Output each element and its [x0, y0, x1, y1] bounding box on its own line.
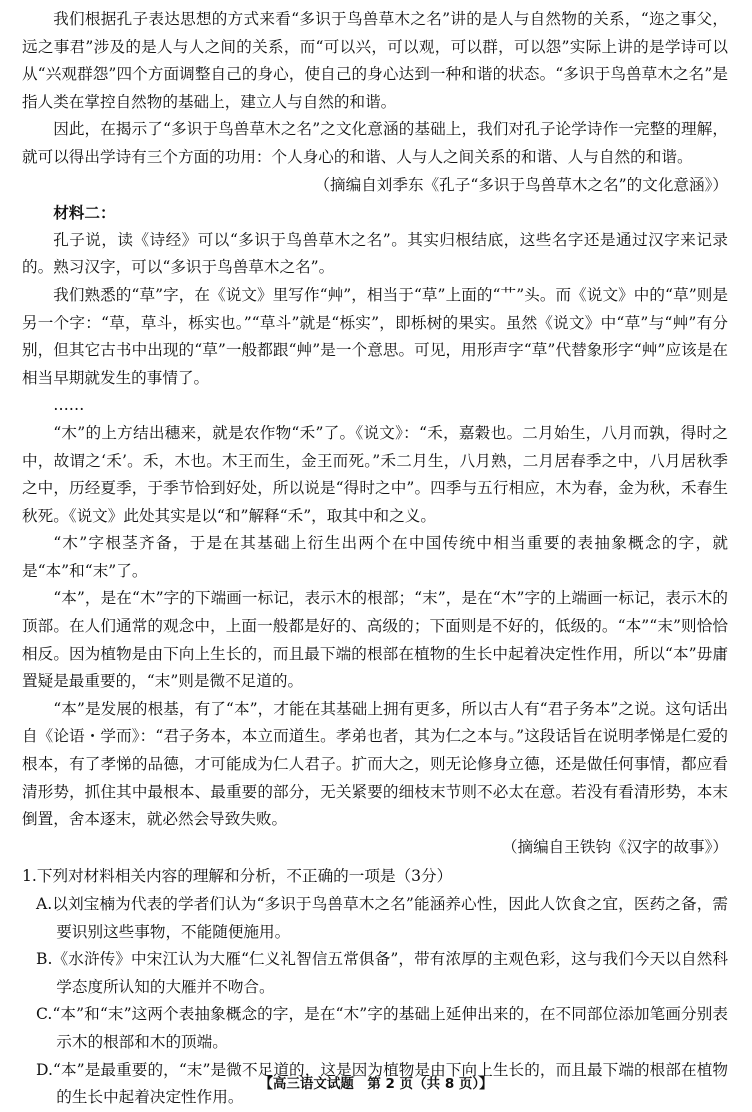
option-a: A.以刘宝楠为代表的学者们认为“多识于鸟兽草木之名”能涵养心性，因此人饮食之宜，医药之备，需要识别这些事物，不能随便施用。	[36, 895, 728, 941]
paragraph: 孔子说，读《诗经》可以“多识于鸟兽草木之名”。其实归根结底，这些名字还是通过汉字来记录的。熟习汉字，可以“多识于鸟兽草木之名”。	[22, 230, 728, 277]
option-d: D.“本”是最重要的，“末”是微不足道的，这是因为植物是由下向上生长的，而且最下端的根部在植物的生长中起着决定性作用。	[36, 1060, 728, 1107]
ellipsis-line: ……	[53, 396, 85, 415]
paragraph: 我们根据孔子表达思想的方式来看“多识于鸟兽草木之名”讲的是人与自然物的关系，“迩之事父，远之事君”涉及的是人与人之间的关系，而“可以兴，可以观，可以群，可以怨”实际上讲的是学诗可以从“兴观群怨”四个方面调整自己的身心，使自己的身心达到一种和谐的状态。“多识于鸟兽草木之名”是指人类在掌控自然物的基础上，建立人与自然的和谐。	[22, 10, 728, 111]
source-citation: （摘编自刘季东《孔子“多识于鸟兽草木之名”的文化意涵》）	[314, 175, 728, 194]
option-b: B.《水浒传》中宋江认为大雁“仁义礼智信五常俱备”，带有浓厚的主观色彩，这与我们今天以自然科学态度所认知的大雁并不吻合。	[36, 950, 728, 996]
paragraph: “木”的上方结出穗来，就是农作物“禾”了。《说文》：“禾，嘉穀也。二月始生，八月而孰，得时之中，故谓之‘禾’。禾，木也。木王而生，金王而死。”禾二月生，八月熟，二月居春季之中，八月居秋季之中，历经夏季，于季节恰到好处，所以说是“得时之中”。四季与五行相应，木为春，金为秋，禾春生秋死。《说文》此处其实是以“和”解释“禾”，取其中和之义。	[22, 423, 728, 525]
paragraph: 因此，在揭示了“多识于鸟兽草木之名”之文化意涵的基础上，我们对孔子论学诗作一完整的理解，就可以得出学诗有三个方面的功用：个人身心的和谐、人与人之间关系的和谐、人与自然的和谐。	[22, 120, 728, 166]
paragraph: “本”，是在“木”字的下端画一标记，表示木的根部；“末”，是在“木”字的上端画一标记，表示木的顶部。在人们通常的观念中，上面一般都是好的、高级的；下面则是不好的，低级的。“本”“末”则恰恰相反。因为植物是由下向上生长的，而且最下端的根部在植物的生长中起着决定性作用，所以“本”毋庸置疑是最重要的，“末”则是微不足道的。	[22, 589, 728, 691]
question-stem: 1.下列对材料相关内容的理解和分析，不正确的一项是（3分）	[22, 867, 453, 886]
paragraph: “本”是发展的根基，有了“本”，才能在其基础上拥有更多，所以古人有“君子务本”之说。这句话出自《论语・学而》：“君子务本，本立而道生。孝弟也者，其为仁之本与。”这段话旨在说明孝悌是仁爱的根本，有了孝悌的品德，才可能成为仁人君子。扩而大之，则无论修身立德，还是做任何事情，都应看清形势，抓住其中最根本、最重要的部分，无关紧要的细枝末节则不必太在意。若没有看清形势，本末倒置，舍本逐末，就必然会导致失败。	[22, 699, 728, 829]
paragraph: 我们熟悉的“草”字，在《说文》里写作“艸”，相当于“草”上面的“艹”头。而《说文》中的“草”则是另一个字：“草，草斗，栎实也。”“草斗”就是“栎实”，即栎树的果实。虽然《说文》中“草”与“艸”有分别，但其它古书中出现的“草”一般都跟“艸”是一个意思。可见，用形声字“草”代替象形字“艸”应该是在相当早期就发生的事情了。	[22, 285, 728, 387]
section-heading: 材料二：	[53, 203, 116, 223]
page-footer: 【高三语文试题 第 2 页（共 8 页）】	[259, 1076, 493, 1092]
source-citation: （摘编自王铁钧《汉字的故事》）	[501, 837, 728, 856]
option-c: C.“本”和“末”这两个表抽象概念的字，是在“木”字的基础上延伸出来的，在不同部位添加笔画分别表示木的根部和木的顶端。	[36, 1005, 728, 1051]
paragraph: “木”字根茎齐备，于是在其基础上衍生出两个在中国传统中相当重要的表抽象概念的字，就是“本”和“末”了。	[22, 534, 728, 580]
